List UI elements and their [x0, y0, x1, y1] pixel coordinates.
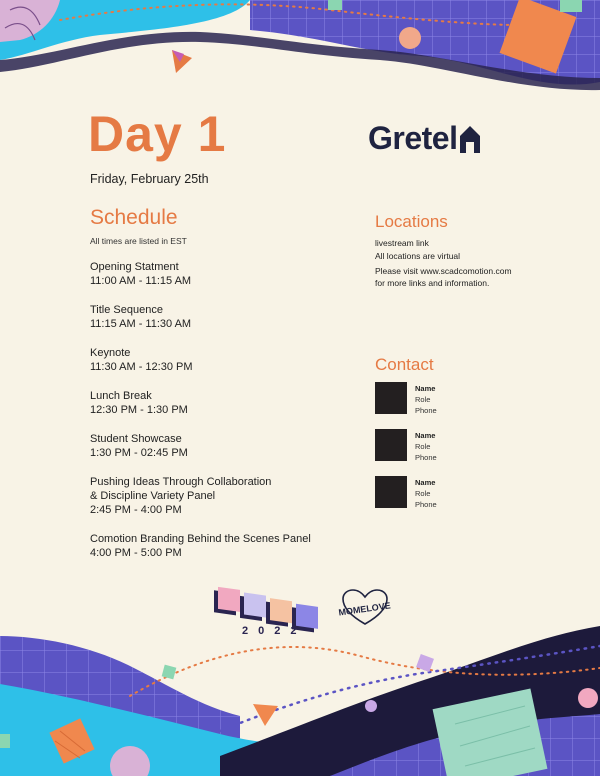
schedule-item-time: 4:00 PM - 5:00 PM — [90, 547, 182, 559]
bottom-decoration — [0, 606, 600, 776]
schedule-title: Schedule — [90, 206, 178, 229]
contact-details — [415, 429, 437, 463]
momelove-logo-text: MOMELOVE — [337, 600, 392, 618]
locations-info-line1: Please visit www.scadcomotion.com — [375, 266, 512, 276]
locations-info-line2: for more links and information. — [375, 278, 490, 288]
event-logo-text: 2022 — [242, 625, 307, 637]
contact-name: Name — [415, 478, 436, 487]
top-decoration — [0, 0, 600, 112]
contact-name: Name — [415, 431, 436, 440]
contact-card — [375, 382, 437, 416]
schedule-item-title: Title Sequence — [90, 304, 163, 316]
contact-photo — [375, 382, 407, 414]
schedule-note: All times are listed in EST — [90, 236, 187, 246]
schedule-item-time: 11:00 AM - 11:15 AM — [90, 275, 192, 287]
contact-card — [375, 476, 437, 510]
contact-details — [415, 476, 437, 510]
schedule-item — [90, 389, 360, 417]
gretel-logo-text: Gretel — [368, 120, 458, 156]
schedule-item-title: Opening Statment — [90, 261, 179, 273]
house-icon — [458, 124, 482, 154]
schedule-item-time: 11:15 AM - 11:30 AM — [90, 318, 192, 330]
schedule-item-time: 2:45 PM - 4:00 PM — [90, 504, 182, 516]
contact-card — [375, 429, 437, 463]
schedule-item-time: 12:30 PM - 1:30 PM — [90, 404, 188, 416]
schedule-item — [90, 260, 360, 288]
schedule-item-time: 1:30 PM - 02:45 PM — [90, 447, 188, 459]
schedule-item-title: Pushing Ideas Through Collaboration & Discipline Variety Panel — [90, 476, 272, 502]
schedule-item-title: Student Showcase — [90, 433, 182, 445]
schedule-item-title: Comotion Branding Behind the Scenes Panel — [90, 533, 311, 545]
schedule-item-title: Lunch Break — [90, 390, 152, 402]
schedule-item — [90, 432, 360, 460]
contact-name: Name — [415, 384, 436, 393]
contact-role: Role — [415, 395, 431, 404]
contact-role: Role — [415, 442, 431, 451]
contact-details — [415, 382, 437, 416]
schedule-item-time: 11:30 AM - 12:30 PM — [90, 361, 193, 373]
day-date: Friday, February 25th — [90, 172, 209, 186]
contact-photo — [375, 476, 407, 508]
schedule-item — [90, 303, 360, 331]
contact-title: Contact — [375, 355, 434, 374]
contact-role: Role — [415, 489, 431, 498]
locations-virtual-note: All locations are virtual — [375, 251, 461, 261]
schedule-item — [90, 346, 360, 374]
schedule-item — [90, 475, 360, 517]
contact-phone: Phone — [415, 406, 437, 415]
contact-phone: Phone — [415, 453, 437, 462]
schedule-list — [90, 260, 360, 575]
day-title: Day 1 — [88, 106, 227, 162]
contact-photo — [375, 429, 407, 461]
livestream-link[interactable]: livestream link — [375, 238, 429, 248]
schedule-item-title: Keynote — [90, 347, 131, 359]
schedule-item — [90, 532, 360, 560]
gretel-logo — [368, 120, 482, 157]
contact-phone: Phone — [415, 500, 437, 509]
locations-title: Locations — [375, 212, 448, 231]
